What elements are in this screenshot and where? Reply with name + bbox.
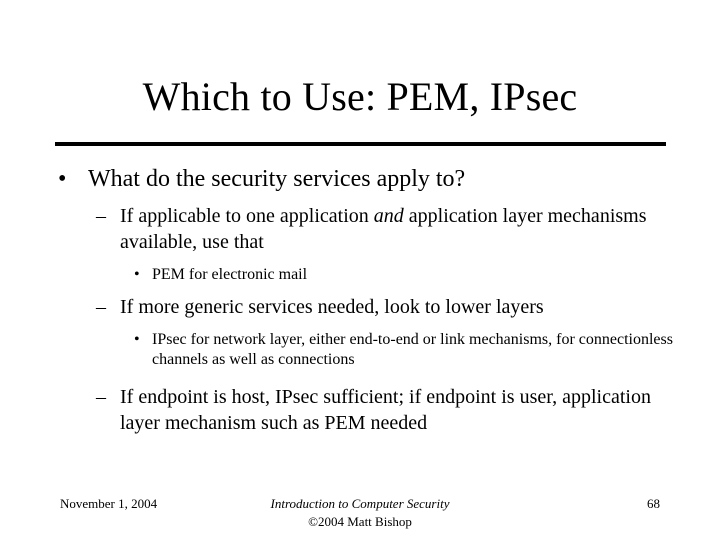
bullet-level3: [134, 265, 692, 285]
bullet-text-part: application layer mechanisms available, use that: [120, 205, 647, 253]
footer-copyright: ©2004 Matt Bishop: [308, 514, 412, 529]
bullet-text: IPsec for network layer, either end-to-end or link mechanisms, for connectionless channels as well as connections: [152, 331, 673, 368]
bullet-text: If more generic services needed, look to lower layers: [120, 296, 544, 318]
footer-page-number: 68: [647, 496, 660, 511]
bullet-text: What do the security services apply to?: [88, 166, 466, 192]
bullet-text: If endpoint is host, IPsec sufficient; if endpoint is user, application layer mechanism such as PEM needed: [120, 386, 651, 434]
bullet-level1: [58, 164, 466, 194]
bullet-level2: [96, 203, 680, 255]
footer-date: November 1, 2004: [60, 496, 158, 511]
bullet-text-part: If applicable to one application: [120, 205, 374, 227]
dash-marker: –: [96, 296, 106, 318]
slide-title: Which to Use: PEM, IPsec: [142, 74, 578, 119]
bullet-level2: [96, 294, 680, 320]
bullet-level2: [96, 384, 680, 436]
bullet-marker: •: [58, 166, 67, 192]
bullet-level3: [134, 330, 692, 370]
footer-course: Introduction to Computer Security: [270, 496, 450, 511]
dash-marker: –: [96, 205, 106, 227]
bullet-marker: •: [134, 331, 140, 348]
title-divider: [55, 142, 666, 146]
footer-center: [0, 495, 720, 531]
dash-marker: –: [96, 386, 106, 408]
bullet-text: PEM for electronic mail: [152, 266, 308, 283]
bullet-text-emphasis: and: [373, 205, 404, 227]
bullet-marker: •: [134, 266, 140, 283]
